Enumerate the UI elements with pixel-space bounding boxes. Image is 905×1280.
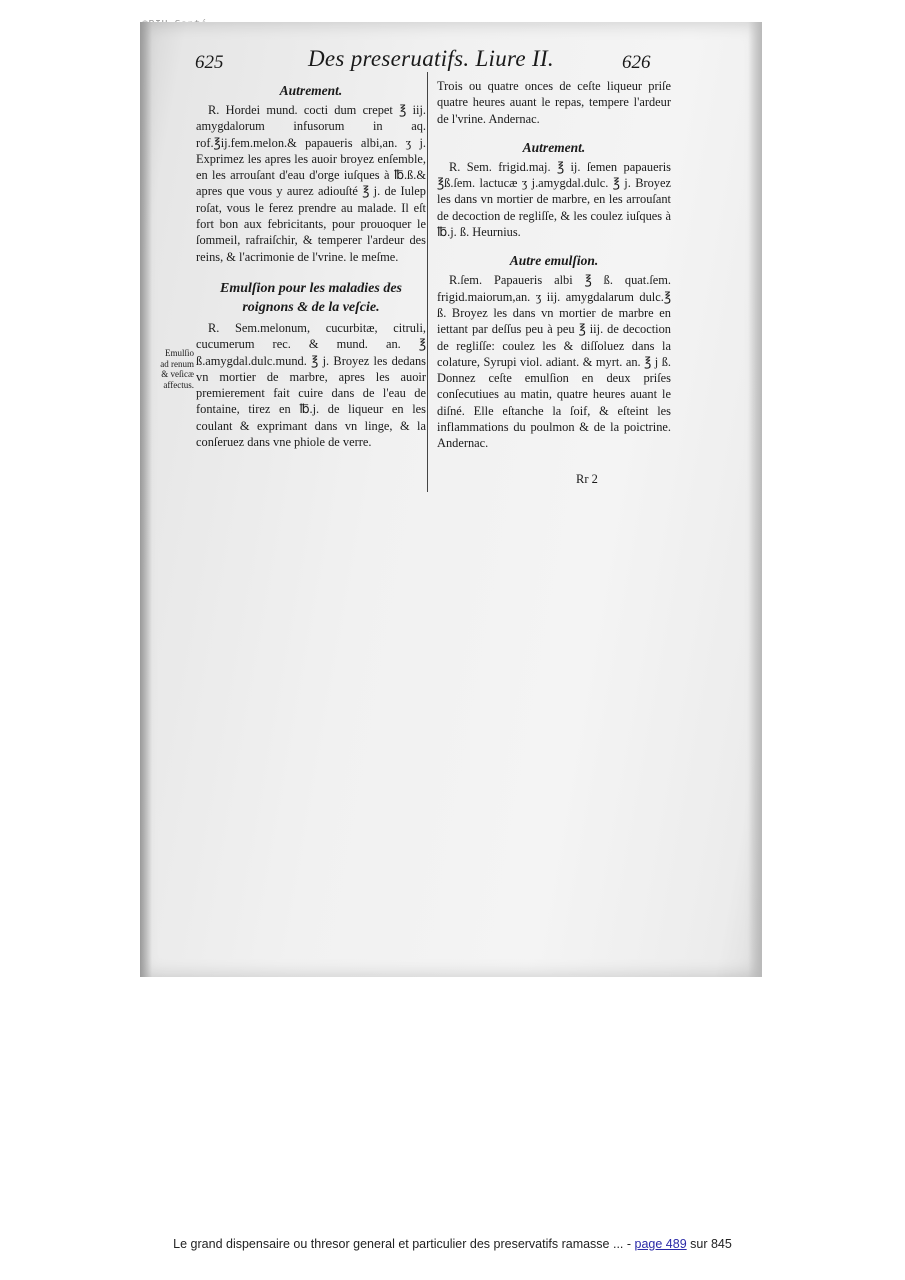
scanned-page xyxy=(140,22,762,977)
recipe-paragraph: R.ſem. Papaueris albi ℥ ß. quat.ſem. frigid.maiorum,an. ʒ iij. amygdalarum dulc.℥ ß. Broyez les dans vn mortier de marbre en iettant par deſſus peu à peu ℥ iij. de decoction de regliſſe: coulez les & diſſoluez dans la colature, Syrupi viol. adiant. & myrt. an. ℥ j ß. Donnez ceſte emulſion en deux priſes conſecutiues au matin, quatre heures auant le diſné. Elle eſtanche la ſoif, & eſteint les inflammations du poulmon & de la poictrine. Andernac. xyxy=(437,273,671,451)
running-head xyxy=(140,46,762,76)
recipe-paragraph: R. Sem.melonum, cucurbitæ, citruli, cucumerum rec. & mund. an. ℥ ß.amygdal.dulc.mund. ℥ j. Broyez les dedans vn mortier de marbre, apres les auoir premierement fait cuire dans de l'eau de fontaine, tirez en ℔.j. de liqueur en les coulant & exprimant dans vn linge, & la conſeruez dans vne phiole de verre. xyxy=(196,320,426,450)
margin-note xyxy=(148,348,194,390)
footer-caption xyxy=(0,1237,905,1251)
running-title: Des preseruatifs. Liure II. xyxy=(308,46,554,71)
signature-mark: Rr 2 xyxy=(576,472,598,486)
footer-title: Le grand dispensaire ou thresor general et particulier des preservatifs ramasse ... - xyxy=(173,1237,635,1251)
footer-total: sur 845 xyxy=(686,1237,732,1251)
page-number-right: 626 xyxy=(622,52,651,73)
margin-note-line: affectus. xyxy=(163,379,194,390)
page-number-left: 625 xyxy=(195,52,224,73)
column-divider xyxy=(427,72,428,492)
margin-note-line: & veſicæ xyxy=(161,369,194,379)
left-column xyxy=(196,78,426,450)
page-link[interactable]: page 489 xyxy=(634,1237,687,1251)
recipe-paragraph: Trois ou quatre onces de ceſte liqueur priſe quatre heures auant le repas, tempere l'ardeur de l'vrine. Andernac. xyxy=(437,79,671,126)
recipe-paragraph: R. Hordei mund. cocti dum crepet ℥ iij. amygdalorum infusorum in aq. rof.℥ij.fem.melon.& papaueris albi,an. ʒ j. Exprimez les apres les auoir broyez enſemble, en les arrouſant d'eau d'orge iuſques à ℔.ß.& apres que vous y aurez adiouſté ℥ j. de Iulep roſat, vous le ferez prendre au malade. Il eſt fort bon aux febricitants, pour prouoquer le ſommeil, rafraiſchir, & temperer l'ardeur des reins, & l'acrimonie de l'vrine. le meſme. xyxy=(196,103,426,264)
recipe-paragraph: R. Sem. frigid.maj. ℥ ij. ſemen papaueris ℥ß.ſem. lactucæ ʒ j.amygdal.dulc. ℥ j. Broyez les dans vn mortier de marbre, en les arrouſant de decoction de regliſſe, & les coulez iuſques à ℔.j. ß. Heurnius. xyxy=(437,159,671,240)
right-column xyxy=(437,78,671,452)
section-heading: Autrement. xyxy=(279,83,343,98)
section-heading: Autrement. xyxy=(522,139,586,155)
section-heading: Autre emulſion. xyxy=(509,253,599,269)
section-heading: Emulſion pour les maladies des roignons & de la veſcie. xyxy=(219,280,403,315)
margin-note-line: Emulſio xyxy=(165,348,194,358)
margin-note-line: ad renum xyxy=(160,358,194,369)
